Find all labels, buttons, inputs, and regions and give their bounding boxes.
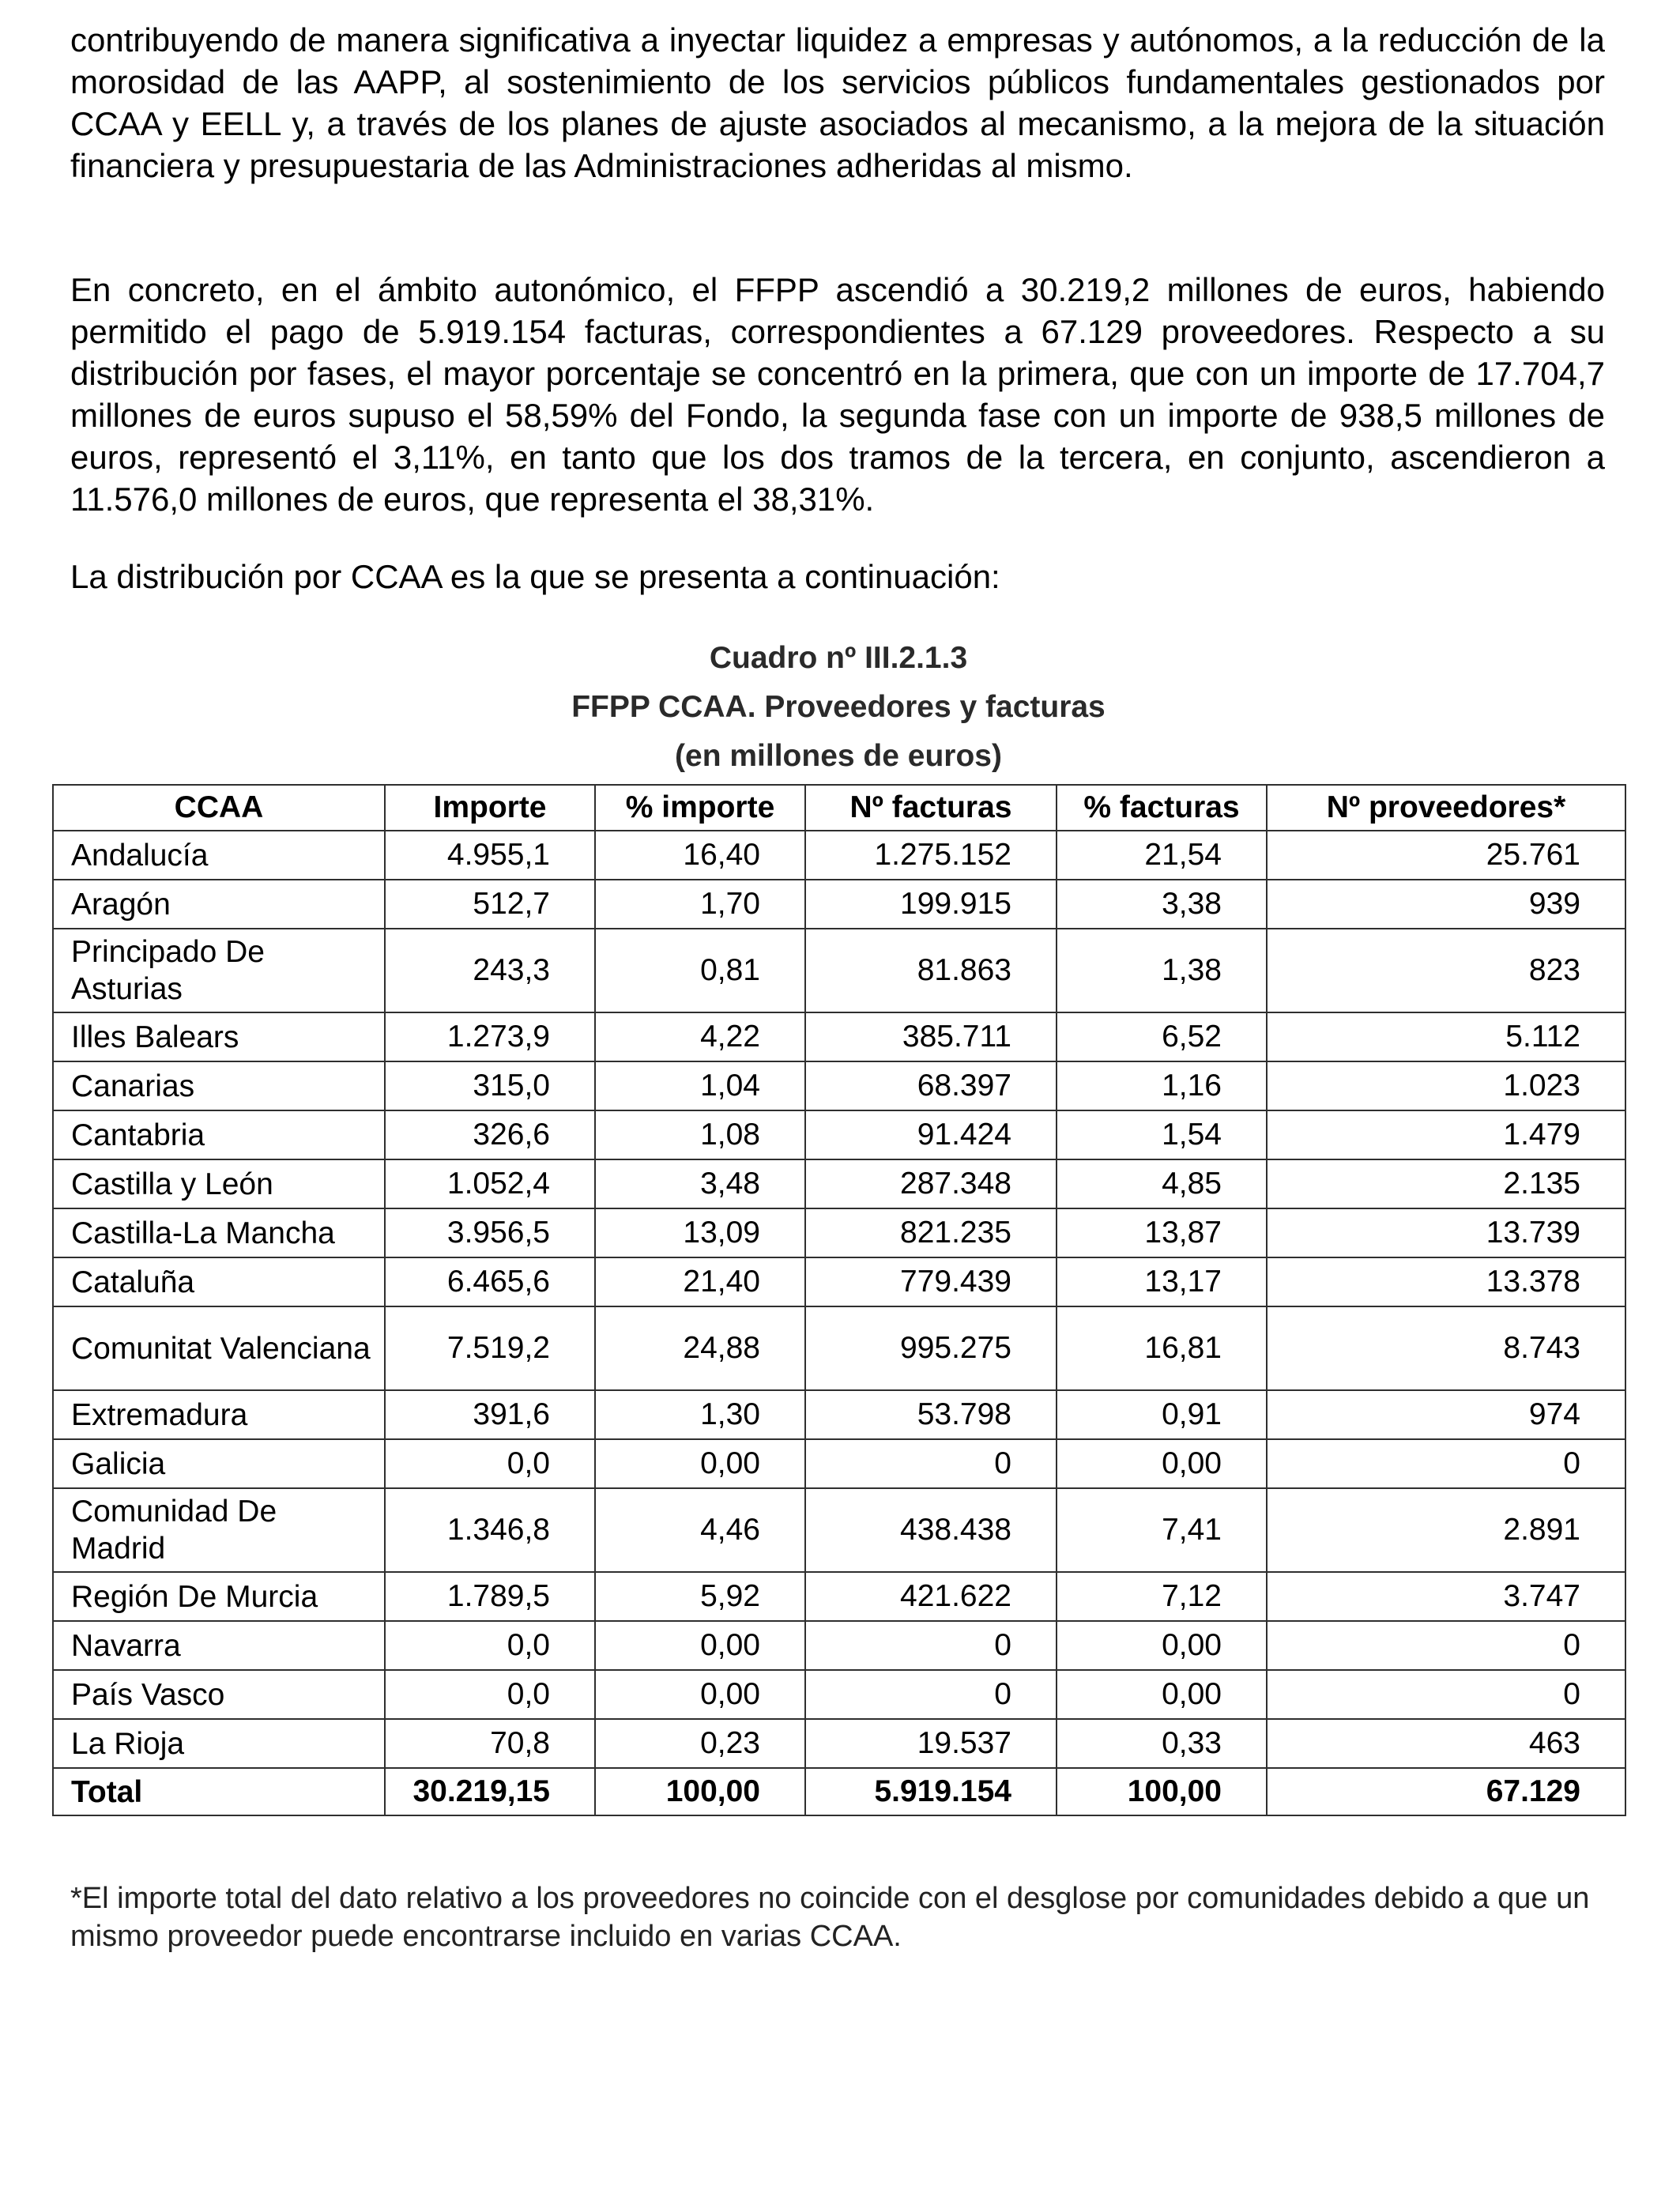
table-title: FFPP CCAA. Proveedores y facturas bbox=[571, 690, 1106, 724]
cell-pct-facturas: 16,81 bbox=[1057, 1306, 1267, 1390]
cell-importe: 1.052,4 bbox=[385, 1159, 595, 1208]
cell-num-facturas: 53.798 bbox=[805, 1390, 1057, 1439]
cell-pct-importe: 0,00 bbox=[595, 1439, 805, 1488]
table-row bbox=[53, 1306, 1625, 1390]
cell-num-facturas: 421.622 bbox=[805, 1572, 1057, 1621]
cell-ccaa: Región De Murcia bbox=[53, 1572, 385, 1621]
cell-pct-facturas: 21,54 bbox=[1057, 831, 1267, 880]
cell-pct-facturas: 0,00 bbox=[1057, 1439, 1267, 1488]
cell-num-facturas: 199.915 bbox=[805, 880, 1057, 929]
cell-importe: 1.346,8 bbox=[385, 1488, 595, 1572]
cell-pct-importe: 0,00 bbox=[595, 1670, 805, 1719]
cell-ccaa: Comunidad De Madrid bbox=[53, 1488, 385, 1572]
cell-importe: 0,0 bbox=[385, 1439, 595, 1488]
cell-pct-importe: 0,23 bbox=[595, 1719, 805, 1768]
cell-pct-facturas: 1,54 bbox=[1057, 1110, 1267, 1159]
cell-num-facturas: 438.438 bbox=[805, 1488, 1057, 1572]
cell-importe: 0,0 bbox=[385, 1670, 595, 1719]
cell-num-facturas: 287.348 bbox=[805, 1159, 1057, 1208]
cell-pct-facturas: 1,16 bbox=[1057, 1061, 1267, 1110]
cell-pct-importe: 24,88 bbox=[595, 1306, 805, 1390]
table-row bbox=[53, 1110, 1625, 1159]
table-row bbox=[53, 1488, 1625, 1572]
cell-importe: 7.519,2 bbox=[385, 1306, 595, 1390]
cell-pct-facturas: 13,17 bbox=[1057, 1257, 1267, 1306]
cell-num-facturas: 995.275 bbox=[805, 1306, 1057, 1390]
cell-ccaa: Castilla-La Mancha bbox=[53, 1208, 385, 1257]
cell-ccaa: Galicia bbox=[53, 1439, 385, 1488]
cell-num-proveedores: 1.479 bbox=[1267, 1110, 1625, 1159]
cell-ccaa: Cantabria bbox=[53, 1110, 385, 1159]
table-row bbox=[53, 1670, 1625, 1719]
cell-num-proveedores: 3.747 bbox=[1267, 1572, 1625, 1621]
table-row bbox=[53, 831, 1625, 880]
cell-num-proveedores: 0 bbox=[1267, 1439, 1625, 1488]
table-row bbox=[53, 1439, 1625, 1488]
cell-pct-facturas: 7,12 bbox=[1057, 1572, 1267, 1621]
cell-pct-importe: 16,40 bbox=[595, 831, 805, 880]
cell-importe: 243,3 bbox=[385, 929, 595, 1012]
cell-pct-facturas: 0,00 bbox=[1057, 1621, 1267, 1670]
cell-ccaa: Principado De Asturias bbox=[53, 929, 385, 1012]
cell-pct-importe: 21,40 bbox=[595, 1257, 805, 1306]
table-total-row bbox=[53, 1768, 1625, 1815]
cell-total-pct-importe: 100,00 bbox=[595, 1768, 805, 1815]
cell-pct-importe: 3,48 bbox=[595, 1159, 805, 1208]
providers-invoices-table bbox=[52, 784, 1626, 1816]
cell-num-proveedores: 13.739 bbox=[1267, 1208, 1625, 1257]
cell-ccaa: Comunitat Valenciana bbox=[53, 1306, 385, 1390]
cell-num-proveedores: 5.112 bbox=[1267, 1012, 1625, 1061]
body-paragraph-1: contribuyendo de manera significativa a inyectar liquidez a empresas y autónomos, a la reducción de la morosidad de las AAPP, al sostenimiento de los servicios públicos fundamentales gestionados por CCAA y EELL y, a través de los planes de ajuste asociados al mecanismo, a la mejora de la situación financiera y presupuestaria de las Administraciones adheridas al mismo. bbox=[70, 21, 1605, 184]
cell-num-proveedores: 939 bbox=[1267, 880, 1625, 929]
cell-total-num-proveedores: 67.129 bbox=[1267, 1768, 1625, 1815]
cell-num-facturas: 81.863 bbox=[805, 929, 1057, 1012]
cell-importe: 315,0 bbox=[385, 1061, 595, 1110]
table-row bbox=[53, 880, 1625, 929]
cell-pct-facturas: 3,38 bbox=[1057, 880, 1267, 929]
cell-pct-importe: 4,22 bbox=[595, 1012, 805, 1061]
header-pct-facturas: % facturas bbox=[1057, 785, 1267, 831]
cell-pct-importe: 5,92 bbox=[595, 1572, 805, 1621]
header-pct-importe: % importe bbox=[595, 785, 805, 831]
table-footnote: *El importe total del dato relativo a los proveedores no coincide con el desglose por comunidades debido a que un mismo proveedor puede encontrarse incluido en varias CCAA. bbox=[70, 1882, 1590, 1953]
cell-num-proveedores: 823 bbox=[1267, 929, 1625, 1012]
cell-ccaa: País Vasco bbox=[53, 1670, 385, 1719]
cell-pct-facturas: 6,52 bbox=[1057, 1012, 1267, 1061]
cell-pct-facturas: 7,41 bbox=[1057, 1488, 1267, 1572]
cell-pct-importe: 1,08 bbox=[595, 1110, 805, 1159]
cell-num-facturas: 821.235 bbox=[805, 1208, 1057, 1257]
cell-num-proveedores: 2.135 bbox=[1267, 1159, 1625, 1208]
cell-num-facturas: 68.397 bbox=[805, 1061, 1057, 1110]
cell-pct-importe: 1,04 bbox=[595, 1061, 805, 1110]
table-row bbox=[53, 1061, 1625, 1110]
table-row bbox=[53, 1208, 1625, 1257]
header-ccaa: CCAA bbox=[53, 785, 385, 831]
cell-num-facturas: 0 bbox=[805, 1439, 1057, 1488]
cell-pct-importe: 13,09 bbox=[595, 1208, 805, 1257]
cell-pct-importe: 1,70 bbox=[595, 880, 805, 929]
cell-ccaa: Canarias bbox=[53, 1061, 385, 1110]
cell-num-facturas: 385.711 bbox=[805, 1012, 1057, 1061]
table-row bbox=[53, 1257, 1625, 1306]
table-row bbox=[53, 1390, 1625, 1439]
table-units: (en millones de euros) bbox=[675, 739, 1002, 773]
cell-ccaa: Illes Balears bbox=[53, 1012, 385, 1061]
cell-ccaa: Navarra bbox=[53, 1621, 385, 1670]
table-row bbox=[53, 1159, 1625, 1208]
cell-importe: 3.956,5 bbox=[385, 1208, 595, 1257]
cell-ccaa: Extremadura bbox=[53, 1390, 385, 1439]
cell-num-facturas: 91.424 bbox=[805, 1110, 1057, 1159]
cell-pct-facturas: 4,85 bbox=[1057, 1159, 1267, 1208]
cell-pct-facturas: 0,33 bbox=[1057, 1719, 1267, 1768]
cell-importe: 4.955,1 bbox=[385, 831, 595, 880]
cell-importe: 1.273,9 bbox=[385, 1012, 595, 1061]
table-header-row bbox=[53, 785, 1625, 831]
cell-num-proveedores: 8.743 bbox=[1267, 1306, 1625, 1390]
cell-num-proveedores: 974 bbox=[1267, 1390, 1625, 1439]
body-paragraph-2: En concreto, en el ámbito autonómico, el FFPP ascendió a 30.219,2 millones de euros, habiendo permitido el pago de 5.919.154 facturas, correspondientes a 67.129 proveedores. Respecto a su distribución por fases, el mayor porcentaje se concentró en la primera, que con un importe de 17.704,7 millones de euros supuso el 58,59% del Fondo, la segunda fase con un importe de 938,5 millones de euros, representó el 3,11%, en tanto que los dos tramos de la tercera, en conjunto, ascendieron a 11.576,0 millones de euros, que representa el 38,31%. bbox=[70, 271, 1605, 518]
cell-pct-importe: 4,46 bbox=[595, 1488, 805, 1572]
cell-num-facturas: 0 bbox=[805, 1670, 1057, 1719]
cell-importe: 1.789,5 bbox=[385, 1572, 595, 1621]
cell-num-facturas: 779.439 bbox=[805, 1257, 1057, 1306]
cell-importe: 391,6 bbox=[385, 1390, 595, 1439]
cell-ccaa: Aragón bbox=[53, 880, 385, 929]
cell-importe: 0,0 bbox=[385, 1621, 595, 1670]
cell-pct-importe: 0,81 bbox=[595, 929, 805, 1012]
cell-importe: 6.465,6 bbox=[385, 1257, 595, 1306]
body-paragraph-3: La distribución por CCAA es la que se presenta a continuación: bbox=[70, 558, 1000, 595]
cell-num-proveedores: 0 bbox=[1267, 1621, 1625, 1670]
cell-importe: 326,6 bbox=[385, 1110, 595, 1159]
table-row bbox=[53, 1719, 1625, 1768]
cell-ccaa: La Rioja bbox=[53, 1719, 385, 1768]
cell-importe: 70,8 bbox=[385, 1719, 595, 1768]
cell-ccaa: Andalucía bbox=[53, 831, 385, 880]
cell-num-proveedores: 1.023 bbox=[1267, 1061, 1625, 1110]
cell-num-facturas: 1.275.152 bbox=[805, 831, 1057, 880]
cell-num-proveedores: 2.891 bbox=[1267, 1488, 1625, 1572]
cell-pct-facturas: 0,91 bbox=[1057, 1390, 1267, 1439]
cell-num-proveedores: 13.378 bbox=[1267, 1257, 1625, 1306]
cell-ccaa: Cataluña bbox=[53, 1257, 385, 1306]
cell-pct-facturas: 1,38 bbox=[1057, 929, 1267, 1012]
cell-num-facturas: 19.537 bbox=[805, 1719, 1057, 1768]
cell-importe: 512,7 bbox=[385, 880, 595, 929]
cell-pct-importe: 1,30 bbox=[595, 1390, 805, 1439]
table-row bbox=[53, 929, 1625, 1012]
cell-pct-facturas: 13,87 bbox=[1057, 1208, 1267, 1257]
header-num-proveedores: Nº proveedores* bbox=[1267, 785, 1625, 831]
cell-pct-facturas: 0,00 bbox=[1057, 1670, 1267, 1719]
cell-num-proveedores: 25.761 bbox=[1267, 831, 1625, 880]
cell-ccaa: Castilla y León bbox=[53, 1159, 385, 1208]
table-row bbox=[53, 1572, 1625, 1621]
header-num-facturas: Nº facturas bbox=[805, 785, 1057, 831]
cell-total-pct-facturas: 100,00 bbox=[1057, 1768, 1267, 1815]
table-row bbox=[53, 1621, 1625, 1670]
cell-total-label: Total bbox=[53, 1768, 385, 1815]
cell-total-importe: 30.219,15 bbox=[385, 1768, 595, 1815]
cell-num-facturas: 0 bbox=[805, 1621, 1057, 1670]
table-number: Cuadro nº III.2.1.3 bbox=[709, 641, 968, 675]
table-row bbox=[53, 1012, 1625, 1061]
cell-num-proveedores: 463 bbox=[1267, 1719, 1625, 1768]
cell-pct-importe: 0,00 bbox=[595, 1621, 805, 1670]
cell-num-proveedores: 0 bbox=[1267, 1670, 1625, 1719]
header-importe: Importe bbox=[385, 785, 595, 831]
cell-total-num-facturas: 5.919.154 bbox=[805, 1768, 1057, 1815]
